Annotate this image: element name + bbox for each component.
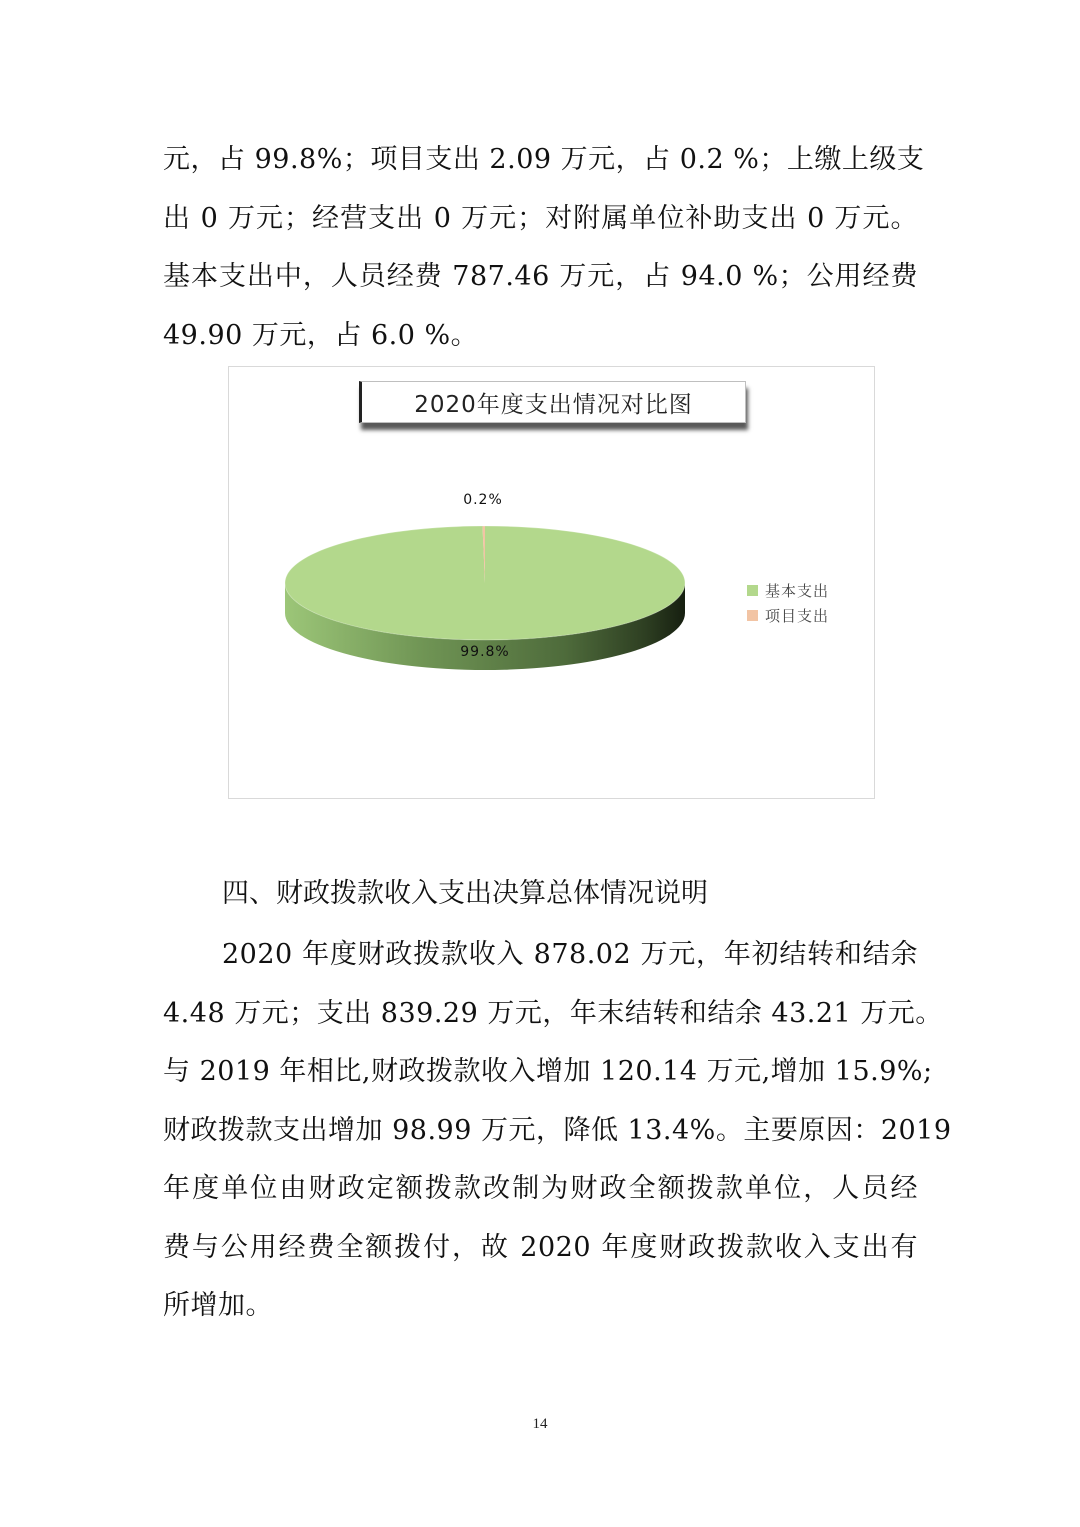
section-heading: 四、财政拨款收入支出决算总体情况说明 — [222, 878, 708, 909]
legend-swatch-project — [747, 610, 758, 621]
legend-item-project — [747, 603, 829, 628]
text-line: 所增加。 — [163, 1290, 273, 1321]
data-label-project: 0.2% — [463, 492, 503, 508]
page-number: 14 — [532, 1416, 548, 1432]
legend-label-project: 项目支出 — [765, 607, 830, 625]
chart-legend — [747, 578, 829, 628]
paragraph-fiscal-appropriation — [163, 926, 952, 1336]
legend-swatch-basic — [747, 585, 758, 596]
text-line: 49.90 万元，占 6.0 %。 — [163, 319, 479, 351]
text-line: 元，占 99.8%；项目支出 2.09 万元，占 0.2 %；上缴上级支 — [163, 144, 925, 175]
legend-label-basic: 基本支出 — [765, 582, 830, 600]
data-label-basic: 99.8% — [460, 644, 510, 660]
text-line: 出 0 万元；经营支出 0 万元；对附属单位补助支出 0 万元。 — [163, 202, 918, 234]
text-line: 基本支出中，人员经费 787.46 万元，占 94.0 %；公用经费 — [163, 261, 918, 292]
text-line: 年度单位由财政定额拨款改制为财政全额拨款单位，人员经 — [163, 1173, 918, 1204]
text-line: 费与公用经费全额拨付，故 2020 年度财政拨款收入支出有 — [163, 1231, 918, 1263]
text-line: 4.48 万元；支出 839.29 万元，年末结转和结余 43.21 万元。 — [163, 997, 943, 1029]
expenditure-pie-chart — [228, 366, 875, 799]
text-line: 财政拨款支出增加 98.99 万元，降低 13.4%。主要原因：2019 — [163, 1114, 952, 1146]
legend-item-basic — [747, 578, 829, 603]
text-line: 与 2019 年相比,财政拨款收入增加 120.14 万元,增加 15.9%; — [163, 1056, 933, 1087]
text-line: 2020 年度财政拨款收入 878.02 万元，年初结转和结余 — [222, 939, 918, 970]
chart-title: 2020年度支出情况对比图 — [359, 381, 746, 423]
paragraph-expenditure-summary — [163, 131, 925, 365]
